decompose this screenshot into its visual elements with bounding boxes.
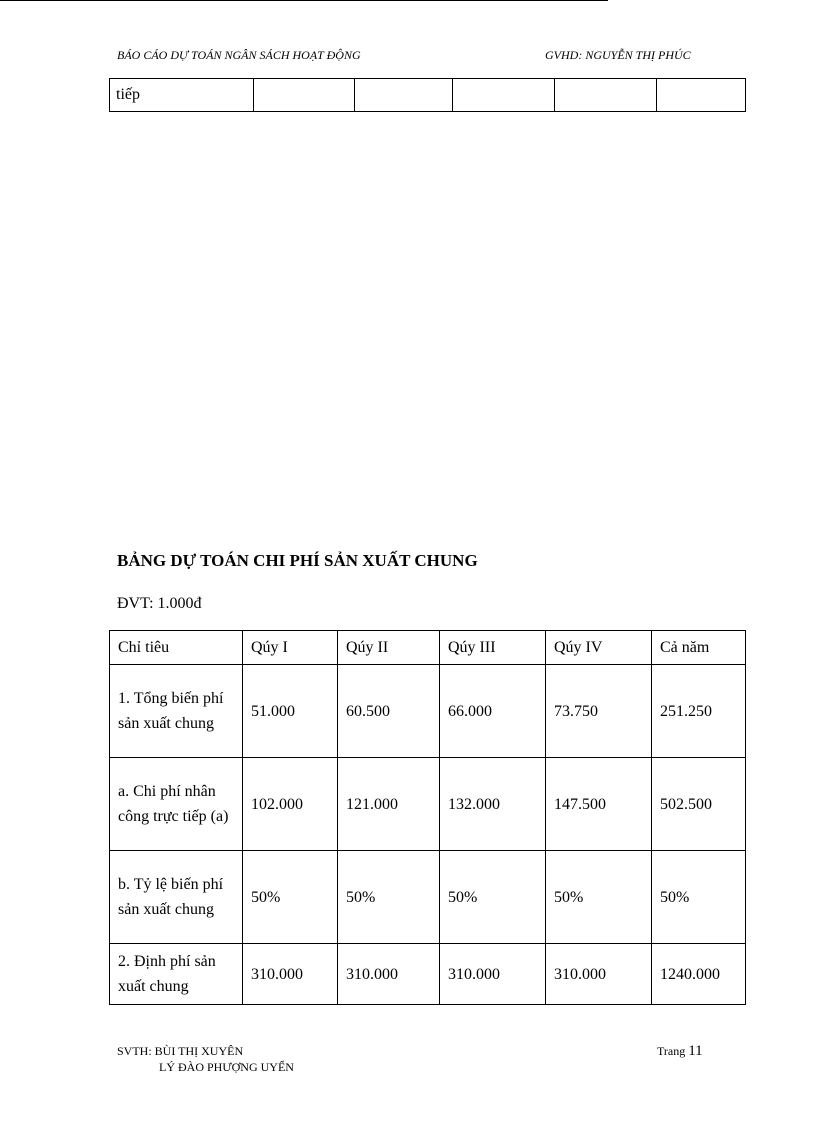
table-cell: 102.000: [243, 758, 338, 851]
table-cell: [355, 79, 453, 112]
table-cell: 310.000: [546, 944, 652, 1005]
table-cell: [657, 79, 746, 112]
footer-students: [117, 1043, 294, 1075]
table-row: [110, 851, 746, 944]
table-cell: 147.500: [546, 758, 652, 851]
row-label: 1. Tổng biến phí sản xuất chung: [110, 665, 243, 758]
table-cell: 132.000: [440, 758, 546, 851]
table-cell: 310.000: [338, 944, 440, 1005]
table-cell: 251.250: [652, 665, 746, 758]
table-cell: 50%: [652, 851, 746, 944]
table-cell: 50%: [243, 851, 338, 944]
header-instructor: GVHD: NGUYỄN THỊ PHÚC: [545, 48, 691, 62]
column-header: Qúy II: [338, 631, 440, 665]
page-number-label: [657, 1043, 703, 1059]
table-row: [110, 665, 746, 758]
table-cell: 310.000: [440, 944, 546, 1005]
header-report-title: BÁO CÁO DỰ TOÁN NGÂN SÁCH HOẠT ĐỘNG: [117, 48, 361, 62]
overhead-cost-table: [109, 630, 746, 1005]
table-header-row: [110, 631, 746, 665]
table-cell: 50%: [546, 851, 652, 944]
column-header: Qúy I: [243, 631, 338, 665]
row-label: 2. Định phí sản xuất chung: [110, 944, 243, 1005]
row-label: b. Tỷ lệ biến phí sản xuất chung: [110, 851, 243, 944]
column-header: Qúy III: [440, 631, 546, 665]
table-cell: 1240.000: [652, 944, 746, 1005]
table-cell: [453, 79, 555, 112]
table-cell: 73.750: [546, 665, 652, 758]
carryover-table: [109, 78, 746, 112]
column-header: Cả năm: [652, 631, 746, 665]
footer-student-1: SVTH: BÙI THỊ XUYÊN: [117, 1044, 244, 1058]
table-cell: 502.500: [652, 758, 746, 851]
page-number: 11: [688, 1043, 703, 1059]
table-row: [110, 79, 746, 112]
table-cell: 50%: [440, 851, 546, 944]
table-cell: 51.000: [243, 665, 338, 758]
table-row: [110, 944, 746, 1005]
table-cell: 310.000: [243, 944, 338, 1005]
footer-student-2: LÝ ĐÀO PHƯỢNG UYỂN: [159, 1060, 294, 1074]
column-header: Qúy IV: [546, 631, 652, 665]
table-cell: [555, 79, 657, 112]
table-cell: 60.500: [338, 665, 440, 758]
page-label: Trang: [657, 1044, 686, 1058]
table-cell: tiếp: [110, 79, 254, 112]
unit-label: ĐVT: 1.000đ: [117, 595, 202, 612]
table-cell: 50%: [338, 851, 440, 944]
table-cell: [254, 79, 355, 112]
table-cell: 121.000: [338, 758, 440, 851]
top-rule: [0, 0, 608, 1]
table-row: [110, 758, 746, 851]
row-label: a. Chi phí nhân công trực tiếp (a): [110, 758, 243, 851]
table-cell: 66.000: [440, 665, 546, 758]
column-header: Chỉ tiêu: [110, 631, 243, 665]
section-title: BẢNG DỰ TOÁN CHI PHÍ SẢN XUẤT CHUNG: [117, 551, 478, 570]
